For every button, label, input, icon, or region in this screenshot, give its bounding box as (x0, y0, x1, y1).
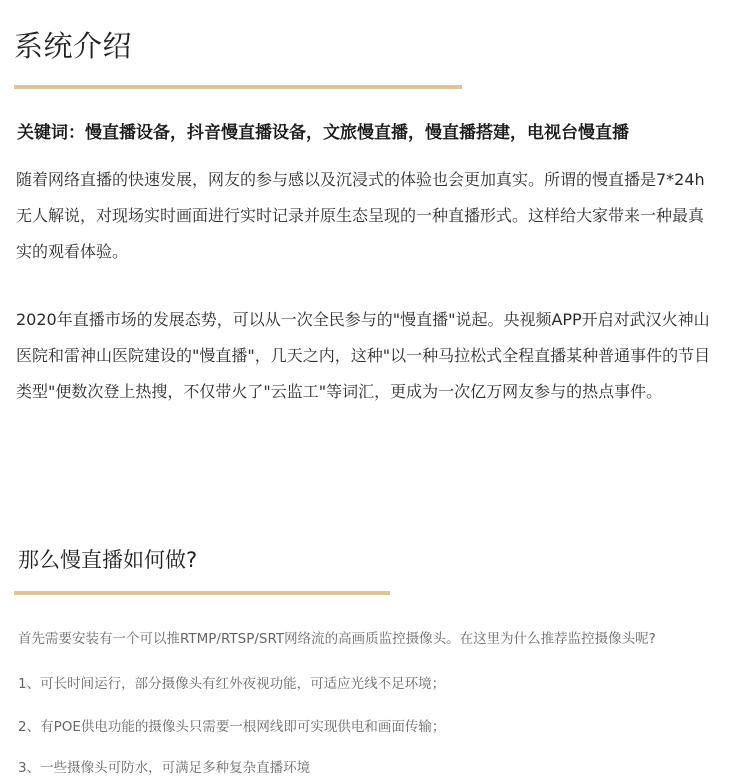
list-item: 1、可长时间运行，部分摄像头有红外夜视功能，可适应光线不足环境； (18, 676, 446, 692)
list-item: 2、有POE供电功能的摄像头只需要一根网线即可实现供电和画面传输； (18, 719, 446, 735)
paragraph-intro: 随着网络直播的快速发展，网友的参与感以及沉浸式的体验也会更加真实。所谓的慢直播是7*24h无人解说，对现场实时画面进行实时记录并原生态呈现的一种直播形式。这样给大家带来一种最真实的观看体验。 (16, 170, 705, 261)
section-underline (14, 591, 390, 595)
camera-intro-line: 首先需要安装有一个可以推RTMP/RTSP/SRT网络流的高画质监控摄像头。在这里为什么推荐监控摄像头呢? (18, 631, 656, 647)
section-title: 那么慢直播如何做? (18, 548, 198, 572)
list-item: 3、一些摄像头可防水，可满足多种复杂直播环境 (18, 760, 311, 776)
keywords-line: 关键词：慢直播设备，抖音慢直播设备，文旅慢直播，慢直播搭建，电视台慢直播 (17, 123, 629, 143)
title-underline (14, 85, 462, 89)
page-title: 系统介绍 (14, 29, 133, 63)
paragraph-2020: 2020年直播市场的发展态势，可以从一次全民参与的"慢直播"说起。央视频APP开启对武汉火神山医院和雷神山医院建设的"慢直播"，几天之内，这种"以一种马拉松式全程直播某种普通事件的节目类型"便数次登上热搜，不仅带火了"云监工"等词汇，更成为一次亿万网友参与的热点事件。 (16, 310, 711, 401)
